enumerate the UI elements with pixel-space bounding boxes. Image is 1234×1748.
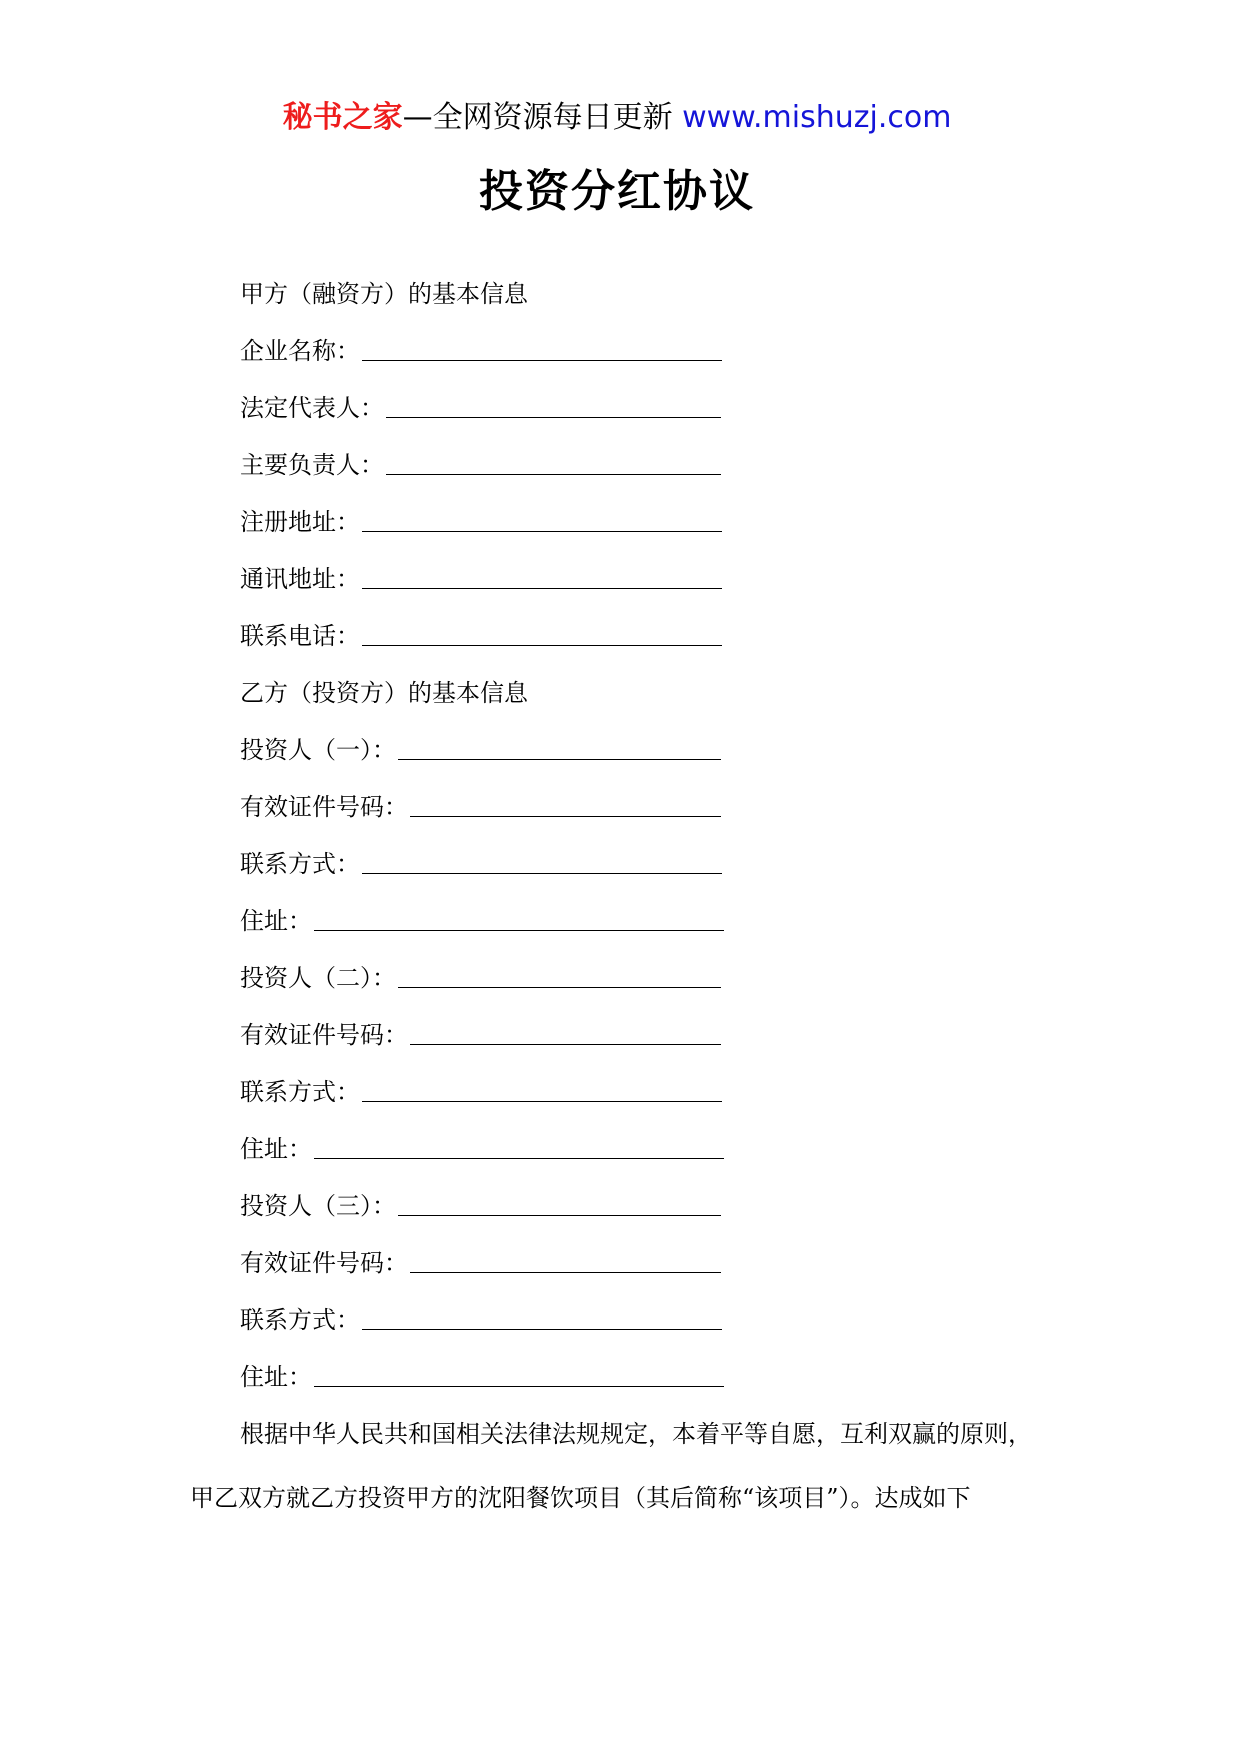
site-banner (0, 98, 1234, 138)
fill-in-blank[interactable] (386, 474, 721, 475)
field-label: 住址： (240, 907, 312, 935)
party-a-heading-text: 甲方（融资方）的基本信息 (240, 280, 528, 308)
field-investor-2-address (240, 1125, 724, 1165)
fill-in-blank[interactable] (314, 1158, 724, 1159)
field-label: 联系方式： (240, 1306, 360, 1334)
field-label: 有效证件号码： (240, 793, 408, 821)
fill-in-blank[interactable] (362, 1329, 722, 1330)
fill-in-blank[interactable] (410, 1044, 721, 1045)
field-label: 法定代表人： (240, 394, 384, 422)
party-b-heading-text: 乙方（投资方）的基本信息 (240, 679, 528, 707)
banner-url-link[interactable]: www.mishuzj.com (682, 100, 952, 135)
field-legal-representative (240, 384, 721, 424)
fill-in-blank[interactable] (410, 816, 721, 817)
field-investor-1-id (240, 783, 721, 823)
field-label: 住址： (240, 1135, 312, 1163)
field-investor-2-contact (240, 1068, 722, 1108)
banner-brand: 秘书之家 (282, 100, 403, 135)
field-label: 注册地址： (240, 508, 360, 536)
field-registered-address (240, 498, 722, 538)
fill-in-blank[interactable] (410, 1272, 721, 1273)
body-paragraph-line-1: 根据中华人民共和国相关法律法规规定，本着平等自愿，互利双赢的原则， (240, 1420, 1032, 1448)
fill-in-blank[interactable] (362, 1101, 722, 1102)
field-principal (240, 441, 721, 481)
fill-in-blank[interactable] (362, 360, 722, 361)
fill-in-blank[interactable] (362, 588, 722, 589)
field-label: 联系电话： (240, 622, 360, 650)
document-title: 投资分红协议 (479, 166, 755, 217)
party-a-heading (240, 270, 528, 310)
field-company-name (240, 327, 722, 367)
field-label: 投资人（一）： (240, 736, 396, 764)
field-investor-1-contact (240, 840, 722, 880)
field-phone (240, 612, 722, 652)
field-investor-3-id (240, 1239, 721, 1279)
field-label: 通讯地址： (240, 565, 360, 593)
field-label: 企业名称： (240, 337, 360, 365)
field-label: 联系方式： (240, 1078, 360, 1106)
field-investor-3 (240, 1182, 721, 1222)
fill-in-blank[interactable] (362, 531, 722, 532)
field-mailing-address (240, 555, 722, 595)
field-investor-1-address (240, 897, 724, 937)
field-label: 有效证件号码： (240, 1021, 408, 1049)
banner-slogan: —全网资源每日更新 (402, 100, 673, 135)
fill-in-blank[interactable] (314, 930, 724, 931)
field-label: 住址： (240, 1363, 312, 1391)
field-investor-3-address (240, 1353, 724, 1393)
body-paragraph-line-2: 甲乙双方就乙方投资甲方的沈阳餐饮项目（其后简称“该项目”）。达成如下 (190, 1484, 971, 1512)
party-b-heading (240, 669, 528, 709)
fill-in-blank[interactable] (398, 987, 721, 988)
fill-in-blank[interactable] (398, 759, 721, 760)
field-label: 投资人（三）： (240, 1192, 396, 1220)
fill-in-blank[interactable] (362, 645, 722, 646)
fill-in-blank[interactable] (386, 417, 721, 418)
field-label: 联系方式： (240, 850, 360, 878)
field-investor-2 (240, 954, 721, 994)
field-label: 主要负责人： (240, 451, 384, 479)
field-label: 有效证件号码： (240, 1249, 408, 1277)
fill-in-blank[interactable] (398, 1215, 721, 1216)
field-label: 投资人（二）： (240, 964, 396, 992)
field-investor-2-id (240, 1011, 721, 1051)
field-investor-1 (240, 726, 721, 766)
fill-in-blank[interactable] (362, 873, 722, 874)
field-investor-3-contact (240, 1296, 722, 1336)
fill-in-blank[interactable] (314, 1386, 724, 1387)
